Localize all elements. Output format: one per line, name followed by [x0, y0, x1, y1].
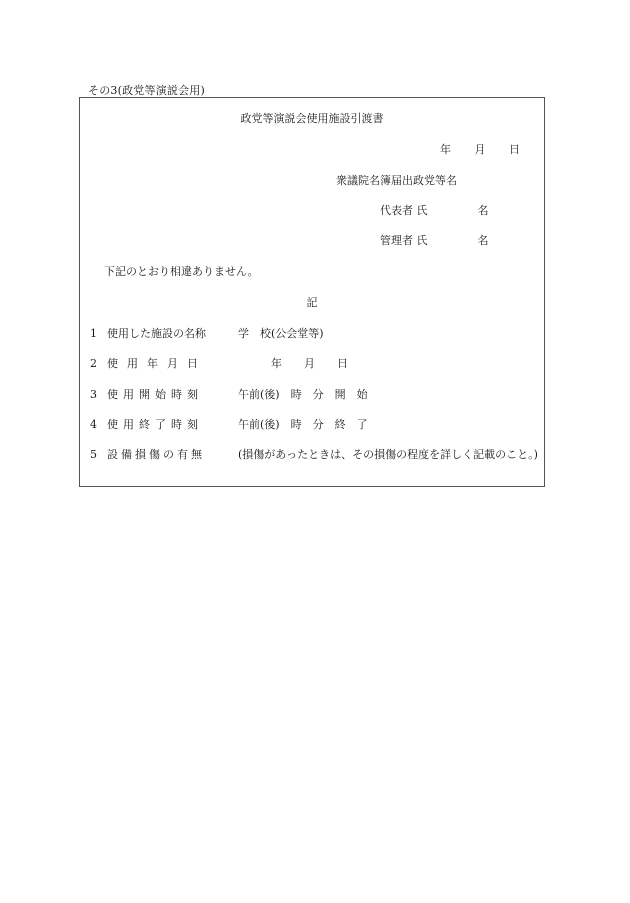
item-label: 使用した施設の名称 — [107, 327, 206, 340]
manager-line — [380, 234, 489, 248]
item-value: (損傷があったときは、その損傷の程度を詳しく記載のこと。) — [238, 448, 538, 461]
item-number: 4 — [90, 418, 97, 431]
form-title: 政党等演説会使用施設引渡書 — [240, 112, 384, 125]
item-value: 年 月 日 — [238, 357, 348, 370]
representative-line — [380, 204, 489, 218]
manager-label: 管理者 氏 — [380, 234, 428, 247]
date-line: 年 月 日 — [440, 143, 520, 156]
item-value: 午前(後) 時 分 開 始 — [238, 388, 368, 401]
item-label: 設備損傷の有無 — [107, 448, 205, 461]
item-label: 使用開始時刻 — [107, 388, 203, 401]
item-number: 3 — [90, 388, 97, 401]
ki-marker: 記 — [306, 296, 318, 309]
item-value: 学 校(公会堂等) — [238, 327, 324, 340]
manager-name-suffix: 名 — [477, 234, 489, 247]
item-value: 午前(後) 時 分 終 了 — [238, 418, 368, 431]
intro-text: 下記のとおり相違ありません。 — [104, 265, 259, 278]
item-number: 5 — [90, 448, 97, 461]
party-name-label: 衆議院名簿届出政党等名 — [336, 174, 457, 187]
representative-name-suffix: 名 — [477, 204, 489, 217]
item-number: 1 — [90, 327, 97, 340]
form-box — [79, 97, 545, 487]
item-number: 2 — [90, 357, 97, 370]
representative-label: 代表者 氏 — [380, 204, 428, 217]
item-label: 使用終了時刻 — [107, 418, 203, 431]
form-heading: その3(政党等演説会用) — [88, 84, 205, 97]
item-label: 使用年月日 — [107, 357, 207, 370]
